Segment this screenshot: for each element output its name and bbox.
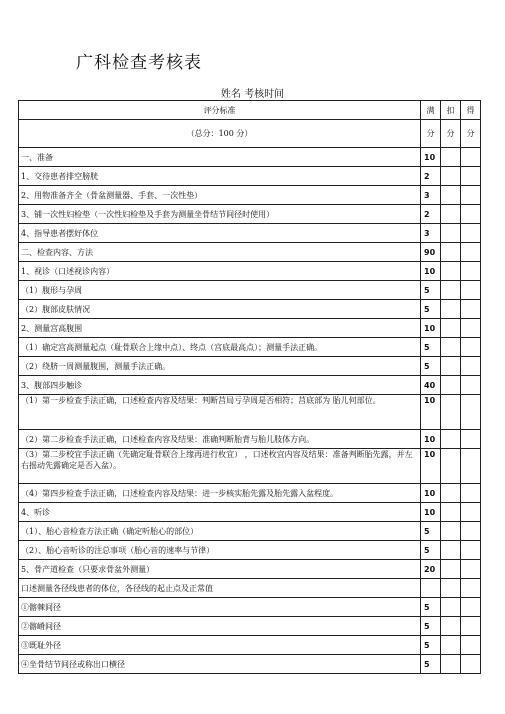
row-full-score: 5 xyxy=(421,522,441,541)
row-deduct-cell[interactable] xyxy=(441,541,461,560)
table-row xyxy=(19,449,481,484)
row-item: 2、测量宫高腹围 xyxy=(19,319,421,338)
row-item: （2）绕脐一周测量腹围，测量手法正确。 xyxy=(19,357,421,376)
table-row xyxy=(19,205,481,224)
row-item: （1）第一步检查手法正确，口述检查内容及结果：判断莒局亏孕周是否相符；莒底部为 胎儿何部位。 xyxy=(19,395,421,430)
row-deduct-cell[interactable] xyxy=(441,636,461,655)
row-full-score: 2 xyxy=(421,205,441,224)
row-full-score: 10 xyxy=(421,449,441,484)
row-score-cell[interactable] xyxy=(461,224,481,243)
row-deduct-cell[interactable] xyxy=(441,148,461,167)
row-score-cell[interactable] xyxy=(461,655,481,674)
row-full-score: 3 xyxy=(421,224,441,243)
row-item: 3、腹部四步触诊 xyxy=(19,376,421,395)
table-row xyxy=(19,338,481,357)
header-standard: 评分标准 xyxy=(19,101,421,120)
row-full-score: 10 xyxy=(421,503,441,522)
table-row xyxy=(19,186,481,205)
header-full-bottom: 分 xyxy=(421,120,441,148)
row-item: 口述测量各径线患者的体位，各径线的起止点及正常值 xyxy=(19,579,421,598)
row-item: 二、检查内容、方法 xyxy=(19,243,421,262)
table-row xyxy=(19,598,481,617)
row-deduct-cell[interactable] xyxy=(441,560,461,579)
row-item: ④坐骨结节间径或称出口横径 xyxy=(19,655,421,674)
row-full-score xyxy=(421,579,441,598)
row-full-score: 10 xyxy=(421,262,441,281)
row-deduct-cell[interactable] xyxy=(441,205,461,224)
row-deduct-cell[interactable] xyxy=(441,395,461,430)
row-item: （1）、胎心音检查方法正确（确定听胎心的部位） xyxy=(19,522,421,541)
header-deduct-bottom: 分 xyxy=(441,120,461,148)
table-row xyxy=(19,167,481,186)
row-score-cell[interactable] xyxy=(461,167,481,186)
header-row-bottom xyxy=(19,120,481,148)
table-row xyxy=(19,617,481,636)
header-deduct-top: 扣 xyxy=(441,101,461,120)
row-score-cell[interactable] xyxy=(461,598,481,617)
row-full-score: 2 xyxy=(421,167,441,186)
row-item: （4）第四步检查手法正确，口述检查内容及结果：进一步核实胎先露及胎先露入盆程度。 xyxy=(19,484,421,503)
row-full-score: 10 xyxy=(421,395,441,430)
row-deduct-cell[interactable] xyxy=(441,449,461,484)
row-item: 5、骨产道检查（只要求骨盆外测量） xyxy=(19,560,421,579)
header-total: （总分：100 分） xyxy=(19,120,421,148)
row-item: （2）腹部皮肤情况 xyxy=(19,300,421,319)
table-row xyxy=(19,281,481,300)
row-full-score: 5 xyxy=(421,598,441,617)
table-row xyxy=(19,522,481,541)
table-row xyxy=(19,579,481,598)
table-row xyxy=(19,541,481,560)
header-score-bottom: 分 xyxy=(461,120,481,148)
row-full-score: 3 xyxy=(421,186,441,205)
table-row xyxy=(19,503,481,522)
row-deduct-cell[interactable] xyxy=(441,338,461,357)
row-deduct-cell[interactable] xyxy=(441,319,461,338)
row-deduct-cell[interactable] xyxy=(441,430,461,449)
row-score-cell[interactable] xyxy=(461,617,481,636)
row-deduct-cell[interactable] xyxy=(441,167,461,186)
row-deduct-cell[interactable] xyxy=(441,579,461,598)
row-score-cell[interactable] xyxy=(461,636,481,655)
row-item: ①髂棘间径 xyxy=(19,598,421,617)
row-item: （2）、胎心音听诊的注总事项（胎心音的速率与节律） xyxy=(19,541,421,560)
row-deduct-cell[interactable] xyxy=(441,300,461,319)
row-score-cell[interactable] xyxy=(461,262,481,281)
header-score-top: 得 xyxy=(461,101,481,120)
row-item: 3、铺一次性妇检垫（一次性妇检垫及手套为测量坐骨结节间径时使用） xyxy=(19,205,421,224)
table-row xyxy=(19,300,481,319)
row-score-cell[interactable] xyxy=(461,541,481,560)
row-score-cell[interactable] xyxy=(461,395,481,430)
table-row xyxy=(19,357,481,376)
header-row-top xyxy=(19,101,481,120)
form-title: 广科检查考核表 xyxy=(76,53,202,73)
row-deduct-cell[interactable] xyxy=(441,376,461,395)
row-deduct-cell[interactable] xyxy=(441,243,461,262)
row-full-score: 10 xyxy=(421,319,441,338)
row-score-cell[interactable] xyxy=(461,148,481,167)
row-full-score: 10 xyxy=(421,484,441,503)
row-full-score: 5 xyxy=(421,281,441,300)
header-full-top: 满 xyxy=(421,101,441,120)
row-full-score: 40 xyxy=(421,376,441,395)
row-item: ③既耻外径 xyxy=(19,636,421,655)
table-row xyxy=(19,148,481,167)
row-item: （1）确定宫高测量起点（耻骨联合上缘中点）、终点（宫底最高点）；测量手法正确。 xyxy=(19,338,421,357)
table-row xyxy=(19,243,481,262)
row-item: 一、准备 xyxy=(19,148,421,167)
row-full-score: 5 xyxy=(421,617,441,636)
row-deduct-cell[interactable] xyxy=(441,224,461,243)
table-row xyxy=(19,430,481,449)
table-row xyxy=(19,484,481,503)
row-item: 4、指导患者摆好体位 xyxy=(19,224,421,243)
row-score-cell[interactable] xyxy=(461,319,481,338)
row-score-cell[interactable] xyxy=(461,579,481,598)
row-score-cell[interactable] xyxy=(461,522,481,541)
table-row xyxy=(19,376,481,395)
row-full-score: 5 xyxy=(421,338,441,357)
row-score-cell[interactable] xyxy=(461,484,481,503)
table-row xyxy=(19,319,481,338)
row-score-cell[interactable] xyxy=(461,300,481,319)
row-deduct-cell[interactable] xyxy=(441,186,461,205)
row-score-cell[interactable] xyxy=(461,376,481,395)
row-item: 1、交待患者排空膀胱 xyxy=(19,167,421,186)
row-score-cell[interactable] xyxy=(461,503,481,522)
row-score-cell[interactable] xyxy=(461,281,481,300)
row-deduct-cell[interactable] xyxy=(441,357,461,376)
row-item: 2、用物准备齐全（骨盆测量器、手套、一次性垫） xyxy=(19,186,421,205)
name-and-time-line: 姓名 考核时间 xyxy=(220,89,285,100)
row-deduct-cell[interactable] xyxy=(441,484,461,503)
row-full-score: 5 xyxy=(421,300,441,319)
row-score-cell[interactable] xyxy=(461,560,481,579)
row-deduct-cell[interactable] xyxy=(441,503,461,522)
row-score-cell[interactable] xyxy=(461,338,481,357)
row-score-cell[interactable] xyxy=(461,430,481,449)
row-deduct-cell[interactable] xyxy=(441,522,461,541)
table-body xyxy=(19,148,481,674)
row-full-score: 10 xyxy=(421,148,441,167)
row-item: （1）腹形与孕周 xyxy=(19,281,421,300)
row-score-cell[interactable] xyxy=(461,205,481,224)
row-full-score: 5 xyxy=(421,636,441,655)
row-full-score: 90 xyxy=(421,243,441,262)
row-full-score: 5 xyxy=(421,357,441,376)
table-row xyxy=(19,636,481,655)
row-item: ②髂嵴间径 xyxy=(19,617,421,636)
table-row xyxy=(19,224,481,243)
table-row xyxy=(19,395,481,430)
table-row xyxy=(19,262,481,281)
row-score-cell[interactable] xyxy=(461,243,481,262)
table-row xyxy=(19,560,481,579)
table-row xyxy=(19,655,481,674)
row-full-score: 5 xyxy=(421,541,441,560)
row-deduct-cell[interactable] xyxy=(441,598,461,617)
row-score-cell[interactable] xyxy=(461,357,481,376)
row-deduct-cell[interactable] xyxy=(441,655,461,674)
row-score-cell[interactable] xyxy=(461,449,481,484)
row-item: （3）第二步校宜手法正确（先确定耻骨联合上缘再进行枚宜） ，口述枚宜内容及结果：准备判断胎先露，并左右摇动先露确定是否入盆）。 xyxy=(19,449,421,484)
row-full-score: 5 xyxy=(421,655,441,674)
row-item: 4、听诊 xyxy=(19,503,421,522)
row-full-score: 20 xyxy=(421,560,441,579)
row-item: 1、视诊（口述视诊内容） xyxy=(19,262,421,281)
row-deduct-cell[interactable] xyxy=(441,262,461,281)
row-deduct-cell[interactable] xyxy=(441,617,461,636)
row-item: （2）第二步检查手法正确，口述检查内容及结果：准确判断胎背与胎儿肢体方向。 xyxy=(19,430,421,449)
row-score-cell[interactable] xyxy=(461,186,481,205)
assessment-table xyxy=(18,100,481,674)
row-deduct-cell[interactable] xyxy=(441,281,461,300)
row-full-score: 10 xyxy=(421,430,441,449)
